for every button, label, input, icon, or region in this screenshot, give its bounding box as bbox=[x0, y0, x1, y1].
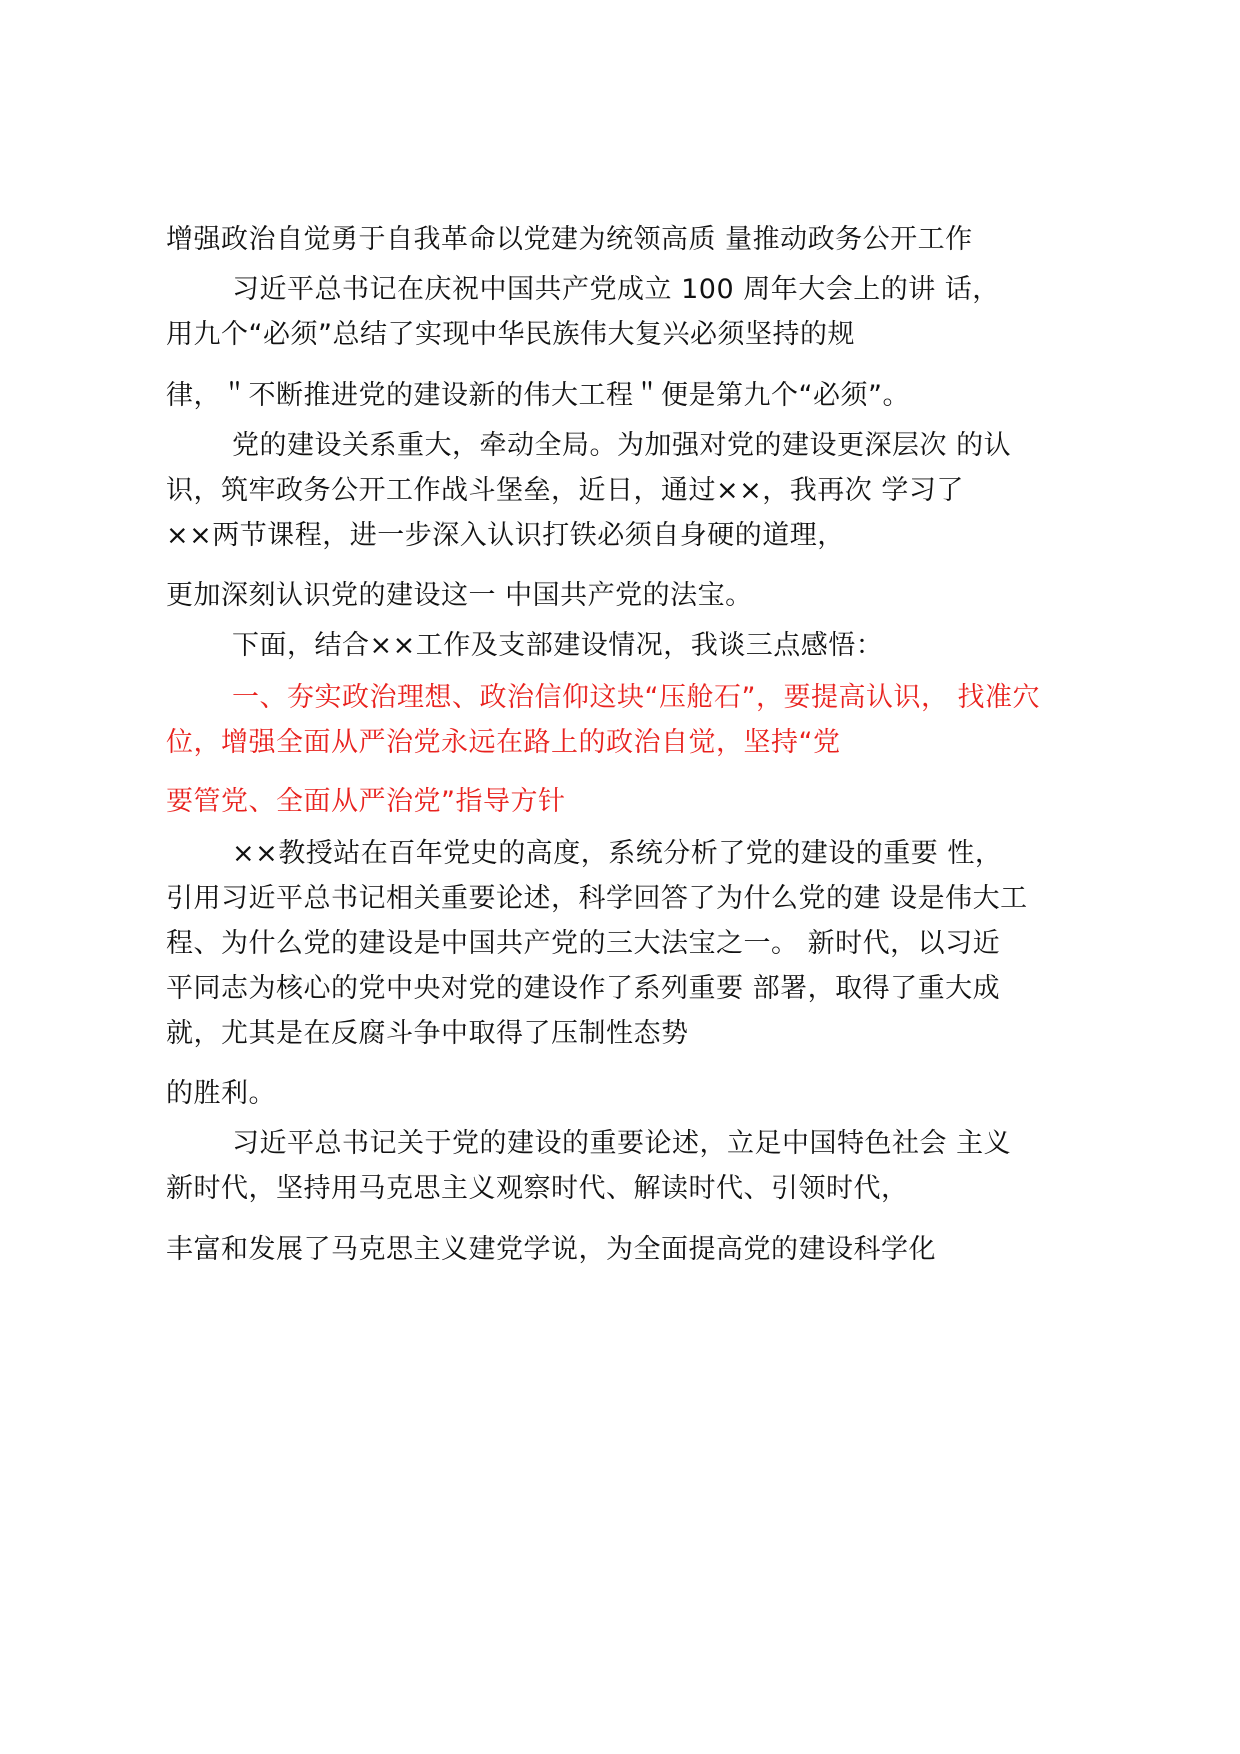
paragraph-line: 用九个“必须”总结了实现中华民族伟大复兴必须坚持的规 bbox=[166, 319, 855, 350]
paragraph-line: 律，＂不断推进党的建设新的伟大工程＂便是第九个“必须”。 bbox=[166, 380, 910, 411]
paragraph-line: ××两节课程，进一步深入认识打铁必须自身硬的道理， bbox=[166, 520, 845, 551]
paragraph-line: 新时代，坚持用马克思主义观察时代、解读时代、引领时代， bbox=[166, 1173, 909, 1204]
paragraph-line: 的胜利。 bbox=[166, 1078, 276, 1109]
paragraph-line: 习近平总书记关于党的建设的重要论述，立足中国特色社会 主义 bbox=[232, 1128, 1012, 1159]
section-heading-line: 一、夯实政治理想、政治信仰这块“压舱石”，要提高认识， 找准穴 bbox=[232, 682, 1041, 713]
document-title: 增强政治自觉勇于自我革命以党建为统领高质 量推动政务公开工作 bbox=[166, 224, 973, 255]
paragraph-line: 引用习近平总书记相关重要论述，科学回答了为什么党的建 设是伟大工 bbox=[166, 883, 1028, 914]
paragraph-line: 下面，结合××工作及支部建设情况，我谈三点感悟： bbox=[232, 630, 884, 661]
paragraph-line: 识，筑牢政务公开工作战斗堡垒，近日，通过××，我再次 学习了 bbox=[166, 475, 964, 506]
paragraph-line: 习近平总书记在庆祝中国共产党成立 100 周年大会上的讲 话， bbox=[232, 274, 1000, 305]
paragraph-line: 程、为什么党的建设是中国共产党的三大法宝之一。 新时代，以习近 bbox=[166, 928, 1001, 959]
paragraph-line: ××教授站在百年党史的高度，系统分析了党的建设的重要 性， bbox=[232, 838, 1003, 869]
paragraph-line: 平同志为核心的党中央对党的建设作了系列重要 部署，取得了重大成 bbox=[166, 973, 1001, 1004]
paragraph-line: 丰富和发展了马克思主义建党学说，为全面提高党的建设科学化 bbox=[166, 1234, 936, 1265]
paragraph-line: 更加深刻认识党的建设这一 中国共产党的法宝。 bbox=[166, 580, 753, 611]
paragraph-line: 党的建设关系重大，牵动全局。为加强对党的建设更深层次 的认 bbox=[232, 430, 1012, 461]
section-heading-line: 要管党、全面从严治党”指导方针 bbox=[166, 786, 566, 817]
paragraph-line: 就，尤其是在反腐斗争中取得了压制性态势 bbox=[166, 1018, 689, 1049]
section-heading-line: 位，增强全面从严治党永远在路上的政治自觉，坚持“党 bbox=[166, 727, 841, 758]
